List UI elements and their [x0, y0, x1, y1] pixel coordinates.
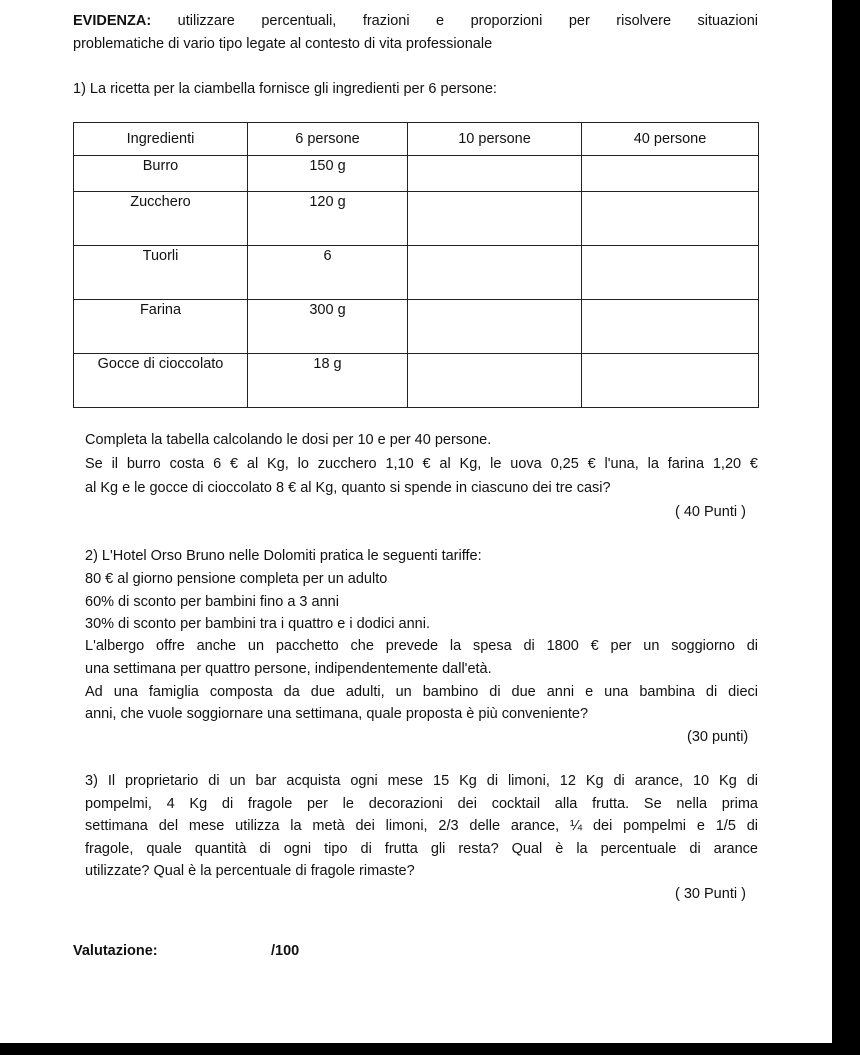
- evidence-line-2: problematiche di vario tipo legate al contesto di vita professionale: [73, 36, 493, 52]
- qty10-cell: [408, 156, 582, 192]
- q2-line-6: una settimana per quattro persone, indipendentemente dall'età.: [85, 661, 492, 677]
- q1-line-3: al Kg e le gocce di cioccolato 8 € al Kg, quanto si spende in ciascuno dei tre casi?: [85, 480, 611, 496]
- qty6-cell: 150 g: [248, 156, 408, 192]
- qty10-cell: [408, 299, 582, 353]
- qty40-cell: [582, 245, 759, 299]
- q2-line-1: 2) L'Hotel Orso Bruno nelle Dolomiti pratica le seguenti tariffe:: [85, 548, 482, 564]
- qty10-cell: [408, 191, 582, 245]
- evidence-label: EVIDENZA:: [73, 13, 152, 29]
- q1-line-1: Completa la tabella calcolando le dosi per 10 e per 40 persone.: [85, 432, 492, 448]
- table-row: [74, 299, 759, 353]
- qty6-cell: 6: [248, 245, 408, 299]
- q2-points: (30 punti): [687, 729, 749, 745]
- recipe-table: [73, 122, 759, 408]
- q1-line-2: Se il burro costa 6 € al Kg, lo zucchero 1,10 € al Kg, le uova 0,25 € l'una, la farina 1,20 €: [85, 456, 758, 472]
- table-header-row: [74, 123, 759, 156]
- ingredient-cell: Tuorli: [74, 245, 248, 299]
- qty10-cell: [408, 245, 582, 299]
- q3-points: ( 30 Punti ): [675, 886, 746, 902]
- valutazione-label: Valutazione:: [73, 943, 158, 959]
- q3-line-5: utilizzate? Qual è la percentuale di fragole rimaste?: [85, 863, 415, 879]
- table-row: [74, 191, 759, 245]
- qty40-cell: [582, 353, 759, 407]
- header-10-persone: 10 persone: [408, 123, 582, 156]
- q2-line-8: anni, che vuole soggiornare una settimana, quale proposta è più conveniente?: [85, 706, 589, 722]
- evidence-text: utilizzare percentuali, frazioni e proporzioni per risolvere situazioni: [177, 13, 759, 29]
- header-ingredienti: Ingredienti: [74, 123, 248, 156]
- qty40-cell: [582, 191, 759, 245]
- q3-line-4: fragole, quale quantità di ogni tipo di frutta gli resta? Qual è la percentuale di arance: [85, 841, 758, 857]
- ingredient-cell: Zucchero: [74, 191, 248, 245]
- q3-line-2: pompelmi, 4 Kg di fragole per le decorazioni dei cocktail alla frutta. Se nella prima: [85, 796, 758, 812]
- q2-line-7: Ad una famiglia composta da due adulti, un bambino di due anni e una bambina di dieci: [85, 684, 758, 700]
- qty6-cell: 300 g: [248, 299, 408, 353]
- ingredient-cell: Burro: [74, 156, 248, 192]
- qty6-cell: 18 g: [248, 353, 408, 407]
- q1-intro: 1) La ricetta per la ciambella fornisce gli ingredienti per 6 persone:: [73, 81, 497, 97]
- ingredient-cell: Farina: [74, 299, 248, 353]
- score-total: /100: [271, 943, 300, 959]
- q1-points: ( 40 Punti ): [675, 504, 746, 520]
- header-6-persone: 6 persone: [248, 123, 408, 156]
- q3-line-3: settimana del mese utilizza la metà dei limoni, 2/3 delle arance, ¼ dei pompelmi e 1/5 di: [85, 818, 758, 834]
- q2-line-5: L'albergo offre anche un pacchetto che prevede la spesa di 1800 € per un soggiorno di: [85, 638, 758, 654]
- qty6-cell: 120 g: [248, 191, 408, 245]
- header-40-persone: 40 persone: [582, 123, 759, 156]
- ingredient-cell: Gocce di cioccolato: [74, 353, 248, 407]
- qty40-cell: [582, 299, 759, 353]
- table-row: [74, 353, 759, 407]
- q3-line-1: 3) Il proprietario di un bar acquista ogni mese 15 Kg di limoni, 12 Kg di arance, 10 Kg di: [85, 773, 758, 789]
- evidence-line-1: [73, 12, 758, 31]
- qty40-cell: [582, 156, 759, 192]
- table-row: [74, 156, 759, 192]
- qty10-cell: [408, 353, 582, 407]
- q2-line-2: 80 € al giorno pensione completa per un adulto: [85, 571, 388, 587]
- table-row: [74, 245, 759, 299]
- q2-line-4: 30% di sconto per bambini tra i quattro e i dodici anni.: [85, 616, 430, 632]
- q2-line-3: 60% di sconto per bambini fino a 3 anni: [85, 594, 339, 610]
